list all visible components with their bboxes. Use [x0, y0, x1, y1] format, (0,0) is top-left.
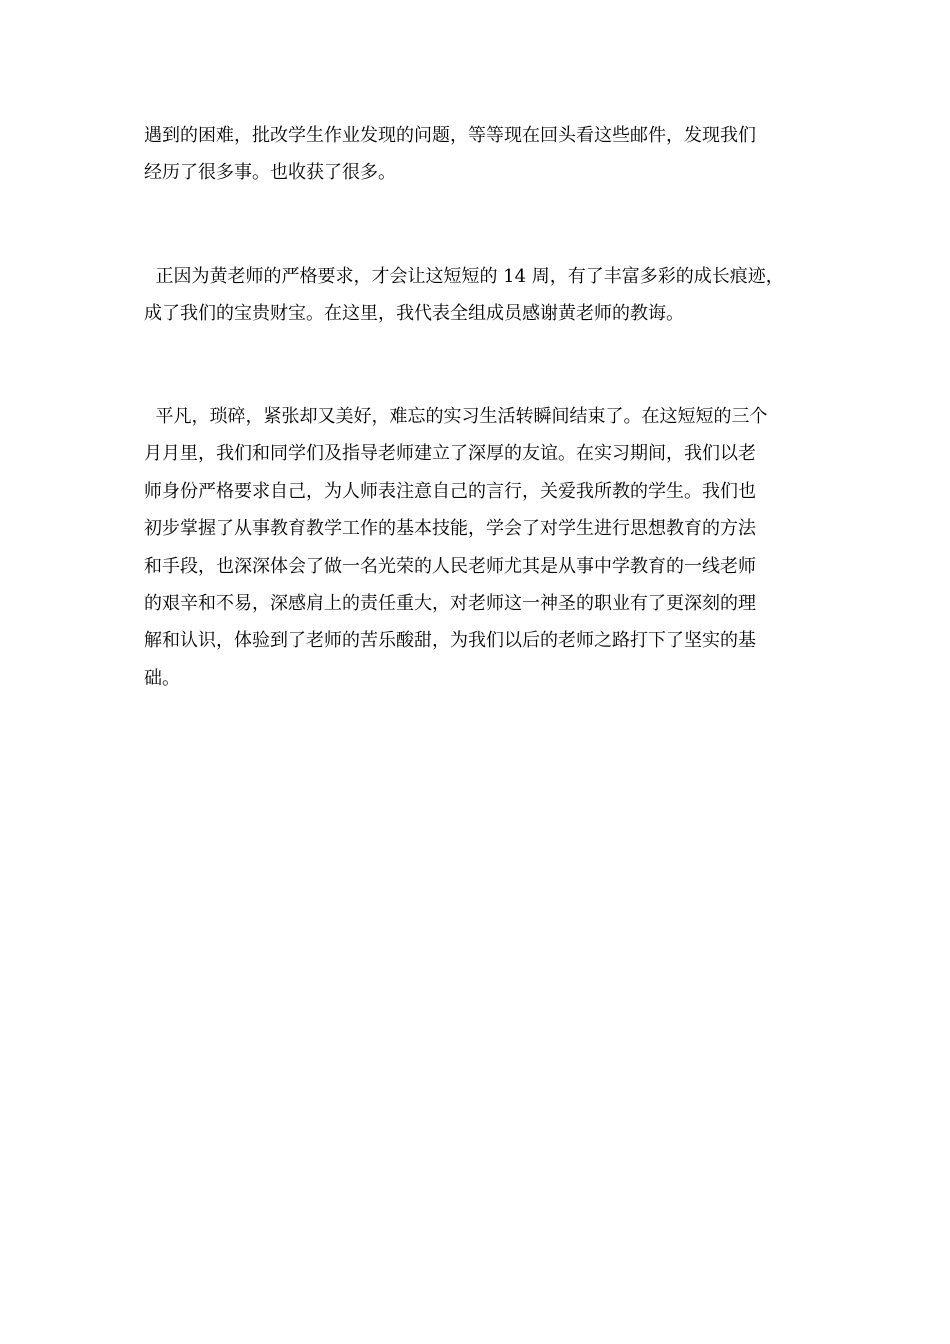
paragraph-2: [144, 258, 804, 333]
paragraph-line: 初步掌握了从事教育教学工作的基本技能，学会了对学生进行思想教育的方法: [144, 518, 756, 540]
paragraph-line: 经历了很多事。也收获了很多。: [144, 162, 396, 184]
paragraph-line: 平凡，琐碎，紧张却又美好，难忘的实习生活转瞬间结束了。在这短短的三个: [144, 406, 768, 427]
paragraph-line: 解和认识，体验到了老师的苦乐酸甜，为我们以后的老师之路打下了坚实的基: [144, 630, 756, 652]
paragraph-line: 月月里，我们和同学们及指导老师建立了深厚的友谊。在实习期间，我们以老: [144, 443, 756, 465]
paragraph-line: 正因为黄老师的严格要求，才会让这短短的 14 周，有了丰富多彩的成长痕迹，: [144, 266, 784, 287]
paragraph-line: 师身份严格要求自己，为人师表注意自己的言行，关爱我所教的学生。我们也: [144, 480, 756, 502]
paragraph-line: 的艰辛和不易，深感肩上的责任重大，对老师这一神圣的职业有了更深刻的理: [144, 592, 756, 614]
paragraph-line: 成了我们的宝贵财宝。在这里，我代表全组成员感谢黄老师的教诲。: [144, 303, 684, 325]
paragraph-3: [144, 398, 804, 697]
paragraph-1: [144, 117, 804, 192]
paragraph-line: 础。: [144, 667, 180, 689]
paragraph-line: 遇到的困难，批改学生作业发现的问题，等等现在回头看这些邮件，发现我们: [144, 125, 756, 146]
paragraph-line: 和手段，也深深体会了做一名光荣的人民老师尤其是从事中学教育的一线老师: [144, 555, 756, 577]
